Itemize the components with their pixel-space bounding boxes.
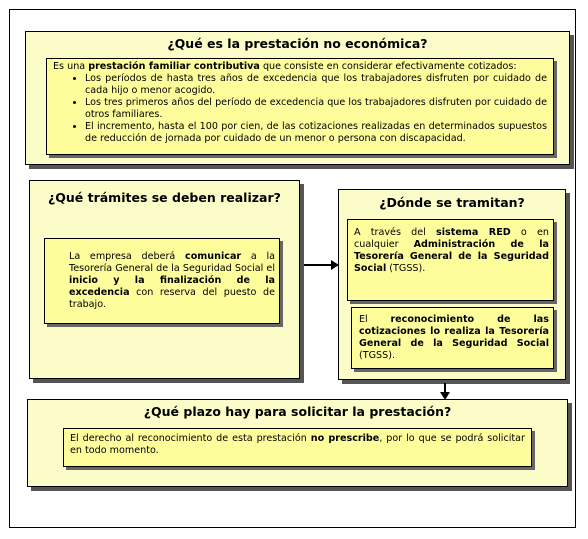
tramites-content: La empresa deberá comunicar a la Tesorería General de la Seguridad Social el inicio y la finalización de la excedencia con reserva del puesto de trabajo. xyxy=(44,238,280,324)
what-is-intro-bold: prestación familiar contributiva xyxy=(88,61,260,72)
what-is-intro: Es una prestación familiar contributiva que consiste en considerar efectivamente cotizados: xyxy=(53,61,517,72)
panel-plazo xyxy=(27,399,568,487)
donde-bold-red: sistema RED xyxy=(436,227,511,238)
panel-tramites xyxy=(29,180,300,379)
list-item: • El incremento, hasta el 100 por cien, de las cotizaciones realizadas en determinados supuestos de reducción de jornada por cuidado de un menor o persona con discapacidad. xyxy=(85,121,547,145)
what-is-content xyxy=(46,58,554,155)
donde-bold-reconocimiento: reconocimiento de las cotizaciones lo realiza la Tesorería General de la Seguridad Social xyxy=(359,314,549,349)
tramites-bold-comunicar: comunicar xyxy=(185,251,242,262)
plazo-content: El derecho al reconocimiento de esta prestación no prescribe, por lo que se podrá solicitar en todo momento. xyxy=(63,428,532,467)
panel-plazo-title: ¿Qué plazo hay para solicitar la prestación? xyxy=(143,404,452,419)
arrow-right-icon xyxy=(304,259,340,271)
donde-box-reconocimiento: El reconocimiento de las cotizaciones lo realiza la Tesorería General de la Seguridad Social (TGSS). xyxy=(351,307,554,369)
panel-what-is xyxy=(25,31,570,165)
what-is-bullet-list xyxy=(53,73,547,145)
panel-donde xyxy=(338,189,566,380)
panel-what-is-title: ¿Qué es la prestación no económica? xyxy=(167,36,428,51)
donde-box-red: A través del sistema RED o en cualquier Administración de la Tesorería General de la Seguridad Social (TGSS). xyxy=(347,219,554,301)
plazo-bold-no-prescribe: no prescribe xyxy=(310,433,380,444)
list-item: • Los períodos de hasta tres años de excedencia que los trabajadores disfruten por cuidado de cada hijo o menor acogido. xyxy=(85,73,547,97)
panel-donde-title: ¿Dónde se tramitan? xyxy=(379,195,525,210)
tramites-bold-inicio: inicio y la finalización de la excedencia xyxy=(69,275,275,298)
donde-bold-administracion: Administración de la Tesorería General de la Seguridad Social xyxy=(354,239,549,274)
panel-tramites-title: ¿Qué trámites se deben realizar? xyxy=(48,190,281,205)
list-item: • Los tres primeros años del período de excedencia que los trabajadores disfruten por cuidado de otros familiares. xyxy=(85,97,547,121)
